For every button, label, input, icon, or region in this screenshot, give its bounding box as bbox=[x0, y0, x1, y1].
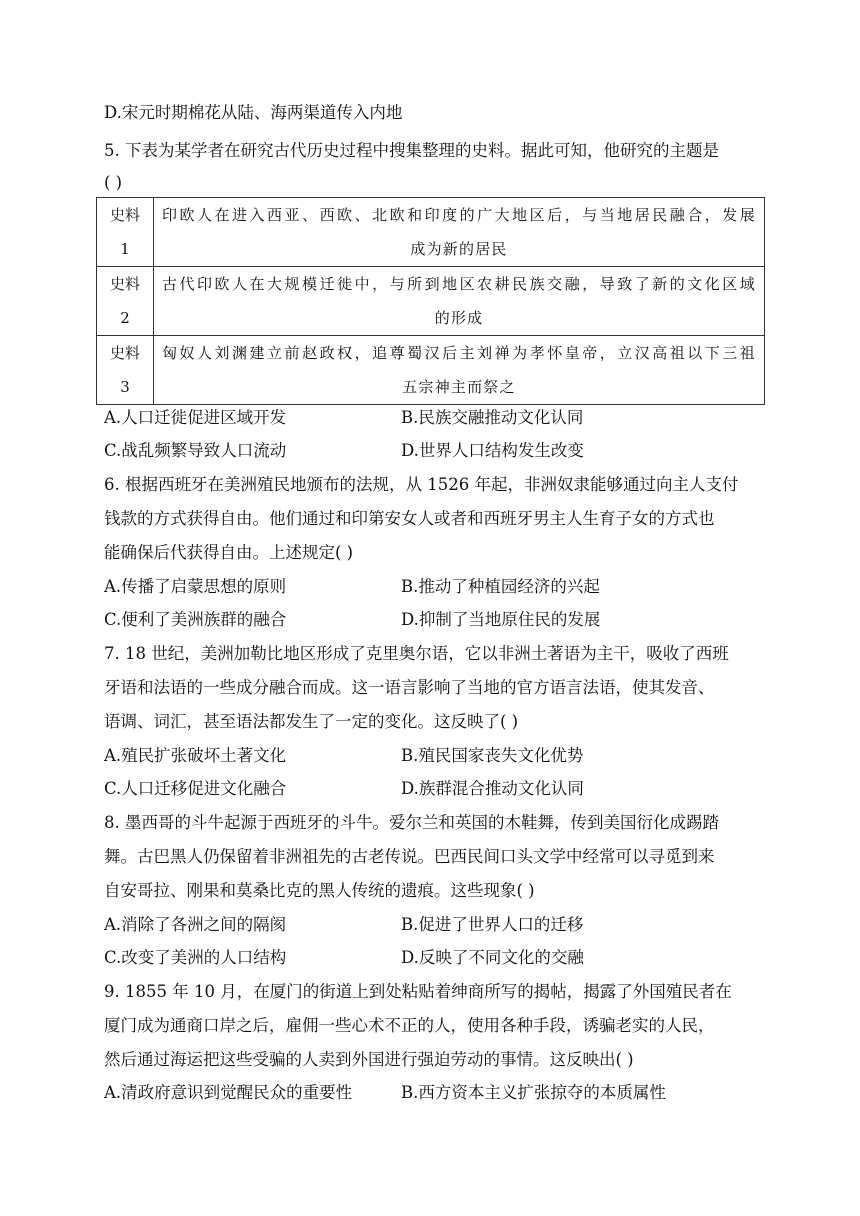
table-row-label: 史料 1 bbox=[97, 198, 154, 267]
q8-stem-line-3: 自安哥拉、刚果和莫桑比克的黑人传统的遗痕。这些现象( ) bbox=[104, 881, 535, 900]
q8-option-d: D.反映了不同文化的交融 bbox=[401, 948, 584, 967]
q7-option-d: D.族群混合推动文化认同 bbox=[401, 779, 584, 798]
q6-stem-line-2: 钱款的方式获得自由。他们通过和印第安女人或者和西班牙男主人生育子女的方式也 bbox=[104, 509, 715, 528]
q7-option-c: C.人口迁移促进文化融合 bbox=[104, 779, 287, 798]
q5-stem-line-2: ( ) bbox=[104, 173, 123, 192]
q6-stem-line-3: 能确保后代获得自由。上述规定( ) bbox=[104, 543, 354, 562]
q5-option-a: A.人口迁徙促进区域开发 bbox=[104, 408, 287, 427]
q8-option-b: B.促进了世界人口的迁移 bbox=[401, 915, 584, 934]
table-row-label: 史料 3 bbox=[97, 336, 154, 405]
q4-option-d: D.宋元时期棉花从陆、海两渠道传入内地 bbox=[104, 103, 403, 122]
q9-option-b: B.西方资本主义扩张掠夺的本质属性 bbox=[401, 1083, 666, 1102]
q7-option-b: B.殖民国家丧失文化优势 bbox=[401, 746, 584, 765]
q5-option-b: B.民族交融推动文化认同 bbox=[401, 408, 584, 427]
table-row bbox=[97, 336, 765, 405]
q9-stem-line-2: 厦门成为通商口岸之后，雇佣一些心术不正的人，使用各种手段，诱骗老实的人民， bbox=[104, 1016, 715, 1035]
table-row-text: 印欧人在进入西亚、西欧、北欧和印度的广大地区后，与当地居民融合，发展 成为新的居民 bbox=[154, 198, 765, 267]
q6-stem-line-1: 6. 根据西班牙在美洲殖民地颁布的法规，从 1526 年起，非洲奴隶能够通过向主人支付 bbox=[104, 475, 739, 494]
q5-option-c: C.战乱频繁导致人口流动 bbox=[104, 441, 287, 460]
q5-source-table bbox=[96, 197, 765, 405]
q5-option-d: D.世界人口结构发生改变 bbox=[401, 441, 584, 460]
q5-stem-line-1: 5. 下表为某学者在研究古代历史过程中搜集整理的史料。据此可知，他研究的主题是 bbox=[104, 141, 719, 160]
q6-option-c: C.便利了美洲族群的融合 bbox=[104, 610, 287, 629]
q8-stem-line-1: 8. 墨西哥的斗牛起源于西班牙的斗牛。爱尔兰和英国的木鞋舞，传到美国衍化成踢踏 bbox=[104, 813, 719, 832]
table-row bbox=[97, 267, 765, 336]
q6-option-a: A.传播了启蒙思想的原则 bbox=[104, 577, 287, 596]
q9-option-a: A.清政府意识到觉醒民众的重要性 bbox=[104, 1083, 353, 1102]
q8-option-a: A.消除了各洲之间的隔阂 bbox=[104, 915, 287, 934]
q7-stem-line-1: 7. 18 世纪，美洲加勒比地区形成了克里奥尔语，它以非洲土著语为主干，吸收了西班 bbox=[104, 644, 729, 663]
q9-stem-line-1: 9. 1855 年 10 月，在厦门的街道上到处粘贴着绅商所写的揭帖，揭露了外国殖民者在 bbox=[104, 982, 732, 1001]
table-row-text: 匈奴人刘渊建立前赵政权，追尊蜀汉后主刘禅为孝怀皇帝，立汉高祖以下三祖 五宗神主而祭之 bbox=[154, 336, 765, 405]
q9-stem-line-3: 然后通过海运把这些受骗的人卖到外国进行强迫劳动的事情。这反映出( ) bbox=[104, 1050, 634, 1069]
table-row-text: 古代印欧人在大规模迁徙中，与所到地区农耕民族交融，导致了新的文化区域 的形成 bbox=[154, 267, 765, 336]
q7-stem-line-3: 语调、词汇，甚至语法都发生了一定的变化。这反映了( ) bbox=[104, 712, 519, 731]
q6-option-b: B.推动了种植园经济的兴起 bbox=[401, 577, 600, 596]
q8-option-c: C.改变了美洲的人口结构 bbox=[104, 948, 287, 967]
q7-stem-line-2: 牙语和法语的一些成分融合而成。这一语言影响了当地的官方语言法语，使其发音、 bbox=[104, 678, 715, 697]
q6-option-d: D.抑制了当地原住民的发展 bbox=[401, 610, 601, 629]
table-row bbox=[97, 198, 765, 267]
table-row-label: 史料 2 bbox=[97, 267, 154, 336]
q8-stem-line-2: 舞。古巴黑人仍保留着非洲祖先的古老传说。巴西民间口头文学中经常可以寻觅到来 bbox=[104, 847, 715, 866]
q7-option-a: A.殖民扩张破坏土著文化 bbox=[104, 746, 287, 765]
